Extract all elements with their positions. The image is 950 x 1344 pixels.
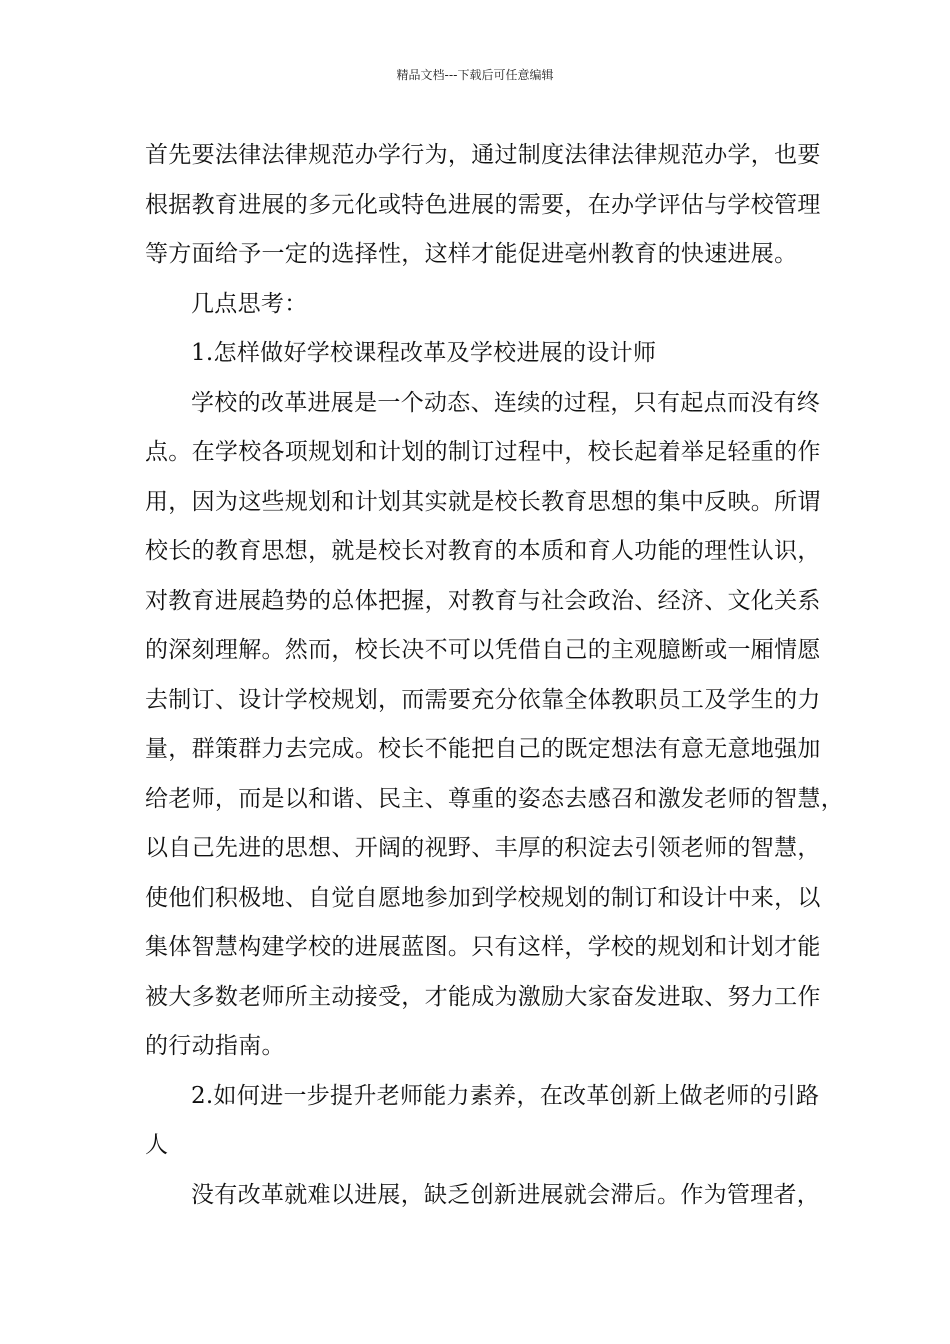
paragraph-start: 学校的改革进展是一个动态、连续的过程，只有起点而没有终	[191, 389, 821, 416]
section-heading: 1.怎样做好学校课程改革及学校进展的设计师	[191, 340, 657, 366]
text-line: 人	[145, 1132, 169, 1158]
text-line: 的行动指南。	[145, 1033, 285, 1059]
text-line: 给老师，而是以和谐、民主、尊重的姿态去感召和激发老师的智慧，	[145, 785, 844, 812]
section-heading: 2.如何进一步提升老师能力素养，在改革创新上做老师的引路	[191, 1082, 820, 1109]
text-line: 的深刻理解。然而，校长决不可以凭借自己的主观臆断或一厢情愿	[145, 637, 821, 663]
text-line: 首先要法律法律规范办学行为，通过制度法律法律规范办学，也要	[145, 142, 821, 168]
text-line: 用，因为这些规划和计划其实就是校长教育思想的集中反映。所谓	[145, 488, 821, 515]
text-line: 使他们积极地、自觉自愿地参加到学校规划的制订和设计中来，以	[145, 884, 821, 911]
page-header: 精品文档---下载后可任意编辑	[396, 68, 554, 82]
text-line: 对教育进展趋势的总体把握，对教育与社会政治、经济、文化关系	[145, 587, 821, 614]
text-line: 被大多数老师所主动接受，才能成为激励大家奋发进取、努力工作	[145, 983, 821, 1010]
text-line: 校长的教育思想，就是校长对教育的本质和育人功能的理性认识，	[145, 538, 821, 564]
text-line: 量，群策群力去完成。校长不能把自己的既定想法有意无意地强加	[145, 736, 821, 762]
text-line: 集体智慧构建学校的进展蓝图。只有这样，学校的规划和计划才能	[145, 934, 821, 960]
text-line: 去制订、设计学校规划，而需要充分依靠全体教职员工及学生的力	[145, 686, 821, 713]
section-heading: 几点思考：	[191, 290, 308, 317]
text-line: 以自己先进的思想、开阔的视野、丰厚的积淀去引领老师的智慧，	[145, 835, 821, 861]
text-line: 等方面给予一定的选择性，这样才能促进亳州教育的快速进展。	[145, 241, 798, 267]
text-line: 点。在学校各项规划和计划的制订过程中，校长起着举足轻重的作	[145, 439, 821, 465]
paragraph-start: 没有改革就难以进展，缺乏创新进展就会滞后。作为管理者，	[191, 1181, 821, 1208]
text-line: 根据教育进展的多元化或特色进展的需要，在办学评估与学校管理	[145, 191, 821, 218]
body-text	[145, 131, 844, 1220]
